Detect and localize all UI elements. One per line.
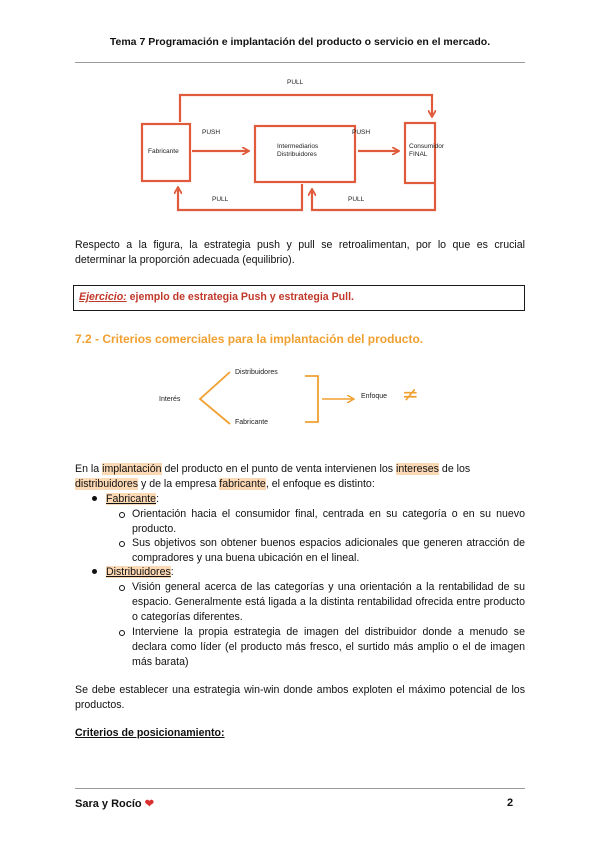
criteria-diagram: [150, 362, 440, 437]
page-header-title: Tema 7 Programación e implantación del producto o servicio en el mercado.: [109, 36, 491, 48]
page-number: 2: [507, 797, 514, 809]
not-equal-symbol: ≠: [402, 382, 419, 406]
body-paragraph: En la implantación del producto en el punto de venta intervienen los intereses de los distribuidores y de la empresa fabricante, el enfoque es distinto:: [75, 463, 471, 490]
arrow-pull-top: [180, 95, 432, 122]
label-intermediarios: Intermediarios Distribuidores: [277, 143, 319, 159]
chevron-open: [200, 372, 230, 424]
label-consumidor: Consumidor FINAL: [409, 143, 445, 159]
footer-authors: Sara y Rocío ❤: [75, 798, 154, 810]
arrow-pull-bottom-left: [178, 184, 302, 210]
push-pull-diagram: [130, 72, 450, 222]
label-pull-bottom-left: PULL: [212, 196, 229, 203]
closing-paragraph: Se debe establecer una estrategia win-win donde ambos exploten el máximo potencial de los productos.: [75, 684, 525, 711]
arrow-pull-bottom-right: [312, 184, 435, 210]
label-distribuidores-diagram: Distribuidores: [235, 369, 278, 376]
label-fabricante: Fabricante: [148, 148, 179, 155]
bracket-close: [305, 376, 318, 422]
exercise-box: [73, 285, 525, 311]
label-pull-top: PULL: [287, 79, 304, 86]
list-item: Sus objetivos son obtener buenos espacios adicionales que generen atracción de compradores y una buena ubicación en el lineal.: [132, 536, 525, 566]
heart-icon: ❤: [144, 798, 154, 810]
footer-divider: [75, 788, 525, 789]
section-title: 7.2 - Criterios comerciales para la implantación del producto.: [75, 332, 424, 346]
label-enfoque: Enfoque: [361, 393, 388, 400]
label-pull-bottom-right: PULL: [348, 196, 365, 203]
criterios-heading: Criterios de posicionamiento:: [75, 727, 225, 739]
bullet-distribuidores: Distribuidores:: [92, 565, 174, 580]
list-item: Visión general acerca de las categorías y una orientación a la rentabilidad de su espacio. Generalmente está ligada a la distinta rentabilidad ofrecida entre producto o categorías diferentes.: [132, 580, 525, 625]
criteria-diagram-lines: [150, 362, 440, 432]
label-fabricante-diagram: Fabricante: [235, 419, 269, 426]
list-item: Orientación hacia el consumidor final, centrada en su categoría o en su nuevo producto.: [132, 507, 525, 537]
exercise-text: Ejercicio: ejemplo de estrategia Push y estrategia Pull.: [79, 291, 354, 303]
label-interes: Interés: [159, 396, 181, 403]
label-push-right: PUSH: [352, 129, 371, 136]
header-divider: [75, 62, 525, 63]
label-push-left: PUSH: [202, 129, 221, 136]
bullet-fabricante: Fabricante:: [92, 492, 159, 507]
list-item: Interviene la propia estrategia de imagen del distribuidor donde a menudo se declara como líder (el producto más fresco, el surtido más amplio o el de imagen más barata): [132, 625, 525, 670]
intro-paragraph: Respecto a la figura, la estrategia push y pull se retroalimentan, por lo que es crucial determinar la proporción adecuada (equilibrio).: [75, 239, 525, 266]
